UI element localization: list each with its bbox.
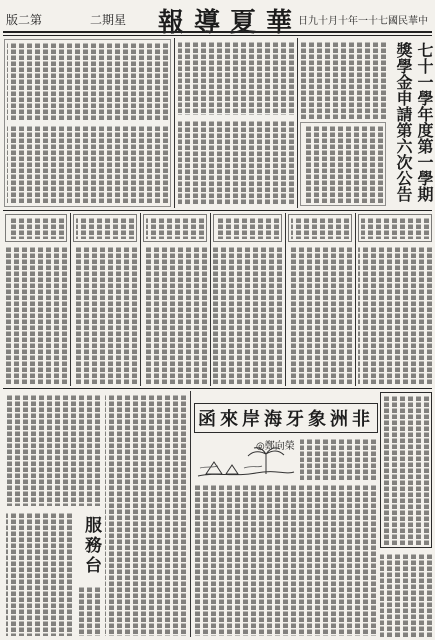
section-rule bbox=[3, 210, 432, 211]
text-column-block bbox=[380, 553, 432, 637]
text-column-block bbox=[6, 512, 72, 636]
text-column-block bbox=[178, 41, 294, 115]
text-column-block bbox=[178, 120, 294, 205]
article-title: 非洲象牙海岸來函 bbox=[198, 409, 374, 430]
text-column-block bbox=[73, 246, 137, 384]
issue-date: 中華民國七十一年十月十九日 bbox=[298, 16, 428, 27]
header-rule-thin bbox=[3, 35, 432, 36]
text-column-block bbox=[78, 586, 100, 636]
text-column-block bbox=[291, 217, 349, 239]
article-illustration bbox=[196, 446, 296, 480]
text-column-block bbox=[300, 41, 386, 119]
text-column-block bbox=[358, 246, 432, 384]
text-column-block bbox=[7, 42, 168, 120]
text-column-block bbox=[6, 394, 100, 506]
column-divider bbox=[70, 213, 71, 386]
text-column-block bbox=[143, 246, 207, 384]
text-column-block bbox=[213, 246, 282, 384]
article-byline: ◎鄭向榮 bbox=[256, 441, 295, 452]
section-rule bbox=[3, 388, 432, 389]
notice-title-line2: 獎學金申請第六次公告 bbox=[394, 42, 413, 202]
header-rule bbox=[3, 31, 432, 33]
notice-title-line1: 七十一學年度第一學期 bbox=[415, 42, 434, 202]
column-divider bbox=[285, 213, 286, 386]
text-column-block bbox=[216, 217, 279, 239]
column-divider bbox=[210, 213, 211, 386]
column-divider bbox=[190, 391, 191, 637]
text-column-block bbox=[7, 125, 168, 204]
column-divider bbox=[297, 38, 298, 208]
edition-label: 第二版 bbox=[6, 13, 43, 27]
text-column-block bbox=[76, 217, 134, 239]
text-column-block bbox=[195, 484, 376, 636]
text-column-block bbox=[303, 125, 383, 203]
service-desk-title: 服務台 bbox=[81, 516, 101, 576]
weekday-label: 星期二 bbox=[90, 13, 127, 27]
text-column-block bbox=[383, 395, 429, 545]
column-divider bbox=[174, 38, 175, 208]
column-divider bbox=[140, 213, 141, 386]
column-divider bbox=[355, 213, 356, 386]
text-column-block bbox=[105, 394, 186, 636]
text-column-block bbox=[361, 217, 429, 239]
masthead: 華夏導報 bbox=[158, 8, 303, 38]
text-column-block bbox=[5, 246, 67, 384]
text-column-block bbox=[146, 217, 204, 239]
text-column-block bbox=[300, 438, 376, 480]
text-column-block bbox=[8, 217, 64, 239]
text-column-block bbox=[288, 246, 352, 384]
